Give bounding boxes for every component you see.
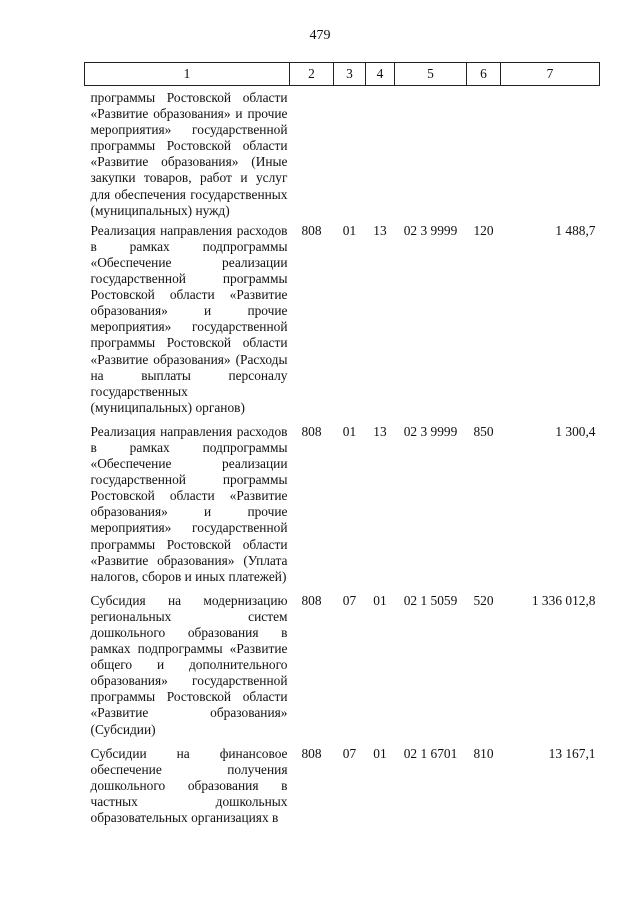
column-header-5: 5 <box>395 63 467 86</box>
row-code-section: 07 <box>342 592 357 608</box>
row-code-ministry: 808 <box>301 222 322 238</box>
row-description: Субсидия на модернизацию региональных систем дошкольного образования в рамках подпрограммы «Развитие общего и дополнительного образования» государственной программы Ростовской области «Развитие образования» (Субсидии) <box>90 592 288 737</box>
row-code-ministry <box>290 86 334 219</box>
column-header-1: 1 <box>85 63 290 86</box>
row-code-subsection <box>366 86 395 219</box>
row-code-subsection: 13 <box>373 423 387 439</box>
row-code-target: 02 3 9999 <box>403 423 458 439</box>
row-code-type: 520 <box>473 592 494 608</box>
row-code-type <box>467 86 501 219</box>
row-code-type: 850 <box>473 423 494 439</box>
row-description: Реализация направления расходов в рамках подпрограммы «Обеспечение реализации государственной программы Ростовской области «Развитие образования» и прочие мероприятия» государственной программы Ростовской области «Развитие образования» (Уплата налогов, сборов и иных платежей) <box>90 423 288 584</box>
column-header-2: 2 <box>290 63 334 86</box>
row-code-target: 02 3 9999 <box>403 222 458 238</box>
row-code-ministry: 808 <box>301 592 322 608</box>
row-amount: 1 336 012,8 <box>531 592 596 608</box>
row-description: программы Ростовской области «Развитие образования» и прочие мероприятия» государственной программы Ростовской области «Развитие образования» (Иные закупки товаров, работ и услуг для обеспечения государственных (муниципальных) нужд) <box>90 90 288 218</box>
table-row <box>85 86 600 219</box>
row-description: Субсидии на финансовое обеспечение получения дошкольного образования в частных дошкольных образовательных организациях в <box>90 745 288 826</box>
column-header-7: 7 <box>501 63 600 86</box>
page-number: 479 <box>309 28 331 43</box>
budget-table <box>84 62 600 830</box>
row-code-target <box>395 86 467 219</box>
row-code-subsection: 01 <box>373 592 387 608</box>
row-code-section: 07 <box>342 745 357 761</box>
row-code-subsection: 13 <box>373 222 387 238</box>
row-amount: 13 167,1 <box>548 745 596 761</box>
row-code-ministry: 808 <box>301 745 322 761</box>
row-amount: 1 300,4 <box>555 423 596 439</box>
row-code-section: 01 <box>342 222 357 238</box>
row-amount: 1 488,7 <box>555 222 596 238</box>
row-code-section: 01 <box>342 423 357 439</box>
row-code-type: 120 <box>473 222 494 238</box>
row-code-ministry: 808 <box>301 423 322 439</box>
row-description: Реализация направления расходов в рамках подпрограммы «Обеспечение реализации государственной программы Ростовской области «Развитие образования» и прочие мероприятия» государственной программы Ростовской области «Развитие образования» (Расходы на выплаты персоналу государственных (муниципальных) органов) <box>90 222 288 415</box>
row-code-section <box>334 86 366 219</box>
table-row <box>85 219 600 420</box>
row-code-target: 02 1 5059 <box>403 592 458 608</box>
column-header-3: 3 <box>334 63 366 86</box>
column-header-4: 4 <box>366 63 395 86</box>
row-code-type: 810 <box>473 745 494 761</box>
header-row <box>85 63 600 86</box>
row-code-target: 02 1 6701 <box>403 745 458 761</box>
row-code-subsection: 01 <box>373 745 387 761</box>
table-row <box>85 742 600 830</box>
row-amount <box>501 86 600 219</box>
table-row <box>85 589 600 742</box>
column-header-6: 6 <box>467 63 501 86</box>
table-row <box>85 420 600 589</box>
